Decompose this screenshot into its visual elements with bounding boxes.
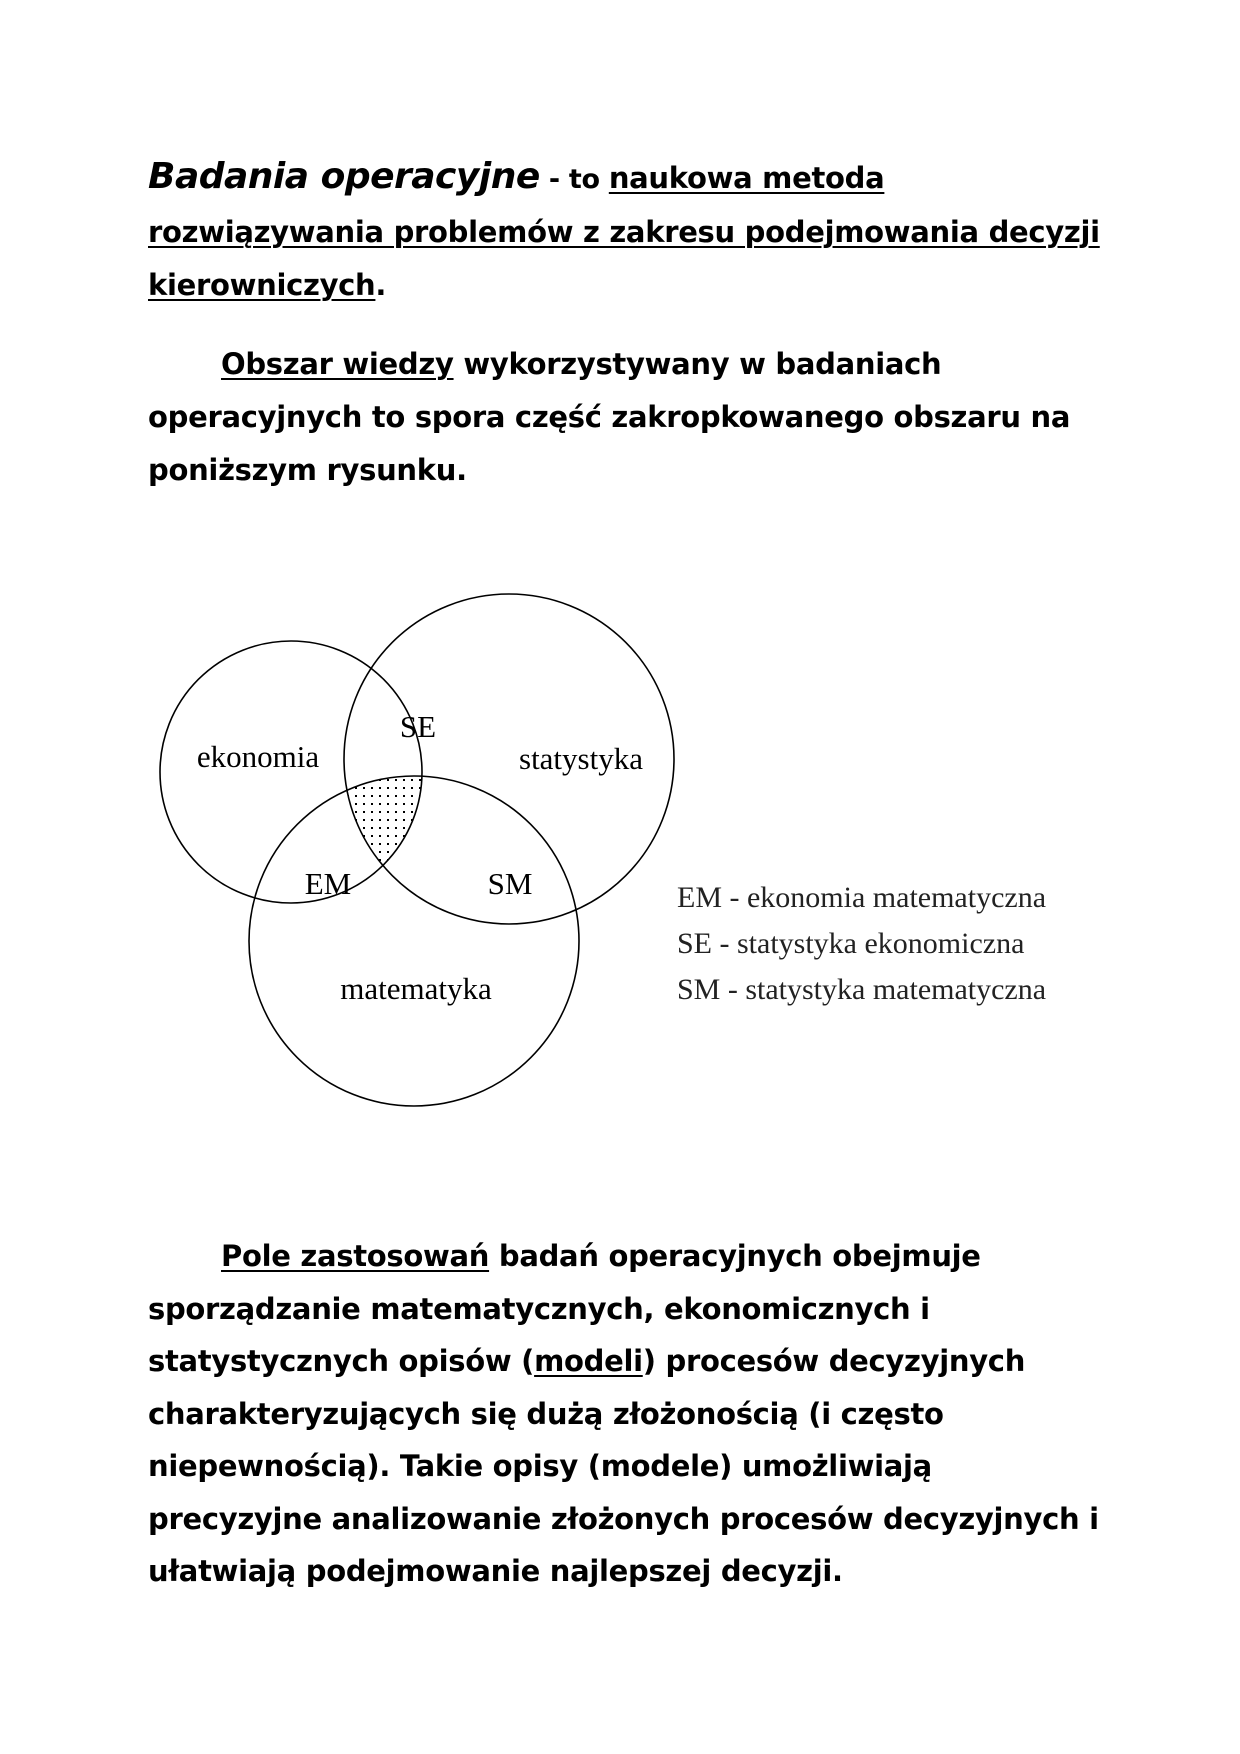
dotted-common-area (249, 776, 579, 1106)
sm-label: SM (487, 866, 533, 901)
definition-text: naukowa metoda rozwiązywania problemów z zakresu podejmowania decyzji kierowniczych (148, 161, 1100, 302)
statistics-label: statystyka (519, 741, 643, 776)
connector-text: - to (539, 164, 609, 195)
se-label: SE (399, 709, 437, 744)
mathematics-circle (249, 776, 579, 1106)
application-text-a: badań operacyjnych obejmuje sporządzanie matematycznych, ekonomicznych i statystycznych opisów ( (148, 1239, 981, 1378)
application-text-b: ) procesów decyzyjnych charakteryzujących się dużą złożonością (i często niepewnością). Takie opisy (modele) umożliwiają precyzyjne analizowanie złożonych procesów decyzyjnych i ułatwiają podejmowanie najlepszej decyzji. (148, 1344, 1099, 1588)
diagram-legend (677, 875, 1046, 1013)
economics-label: ekonomia (196, 739, 320, 774)
knowledge-area-term: Obszar wiedzy (221, 347, 454, 381)
topic-title: Badania operacyjne (148, 156, 540, 197)
application-paragraph (148, 1230, 1108, 1598)
legend-item-em: EM - ekonomia matematyczna (677, 881, 1047, 914)
models-term: modeli (534, 1344, 643, 1378)
application-term: Pole zastosowań (221, 1239, 490, 1273)
em-label: EM (304, 866, 352, 901)
knowledge-area-text: wykorzystywany w badaniach operacyjnych to spora część zakropkowanego obszaru na poniższym rysunku. (148, 347, 1071, 487)
legend-item-se: SE - statystyka ekonomiczna (677, 927, 1025, 960)
legend-item-sm: SM - statystyka matematyczna (677, 973, 1047, 1006)
mathematics-label: matematyka (340, 971, 492, 1006)
definition-end: . (375, 268, 387, 302)
